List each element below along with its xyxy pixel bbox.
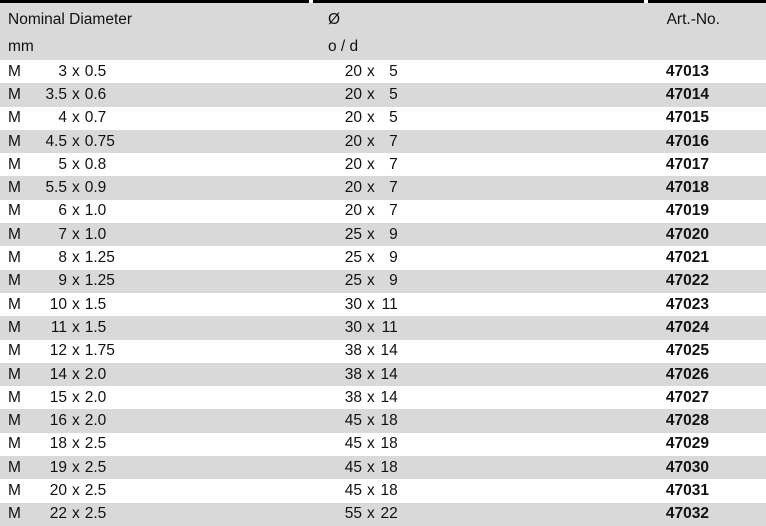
x-separator: x bbox=[367, 109, 375, 127]
thread-prefix: M bbox=[8, 481, 21, 499]
dimensions-cell bbox=[310, 505, 646, 523]
thread-size: 18 bbox=[49, 435, 67, 453]
x-separator: x bbox=[367, 435, 375, 453]
outer-diameter: 55 bbox=[344, 505, 362, 523]
thread-prefix: M bbox=[8, 249, 21, 267]
table-row bbox=[0, 270, 766, 293]
table-row bbox=[0, 176, 766, 199]
thread-prefix: M bbox=[8, 202, 21, 220]
nominal-diameter-cell bbox=[0, 435, 310, 453]
dimensions-cell bbox=[310, 109, 646, 127]
thread-size: 12 bbox=[49, 342, 67, 360]
thread-prefix: M bbox=[8, 435, 21, 453]
x-separator: x bbox=[72, 62, 80, 80]
header-nominal-diameter: Nominal Diameter bbox=[8, 11, 133, 28]
x-separator: x bbox=[72, 249, 80, 267]
table-row bbox=[0, 107, 766, 130]
thread-prefix: M bbox=[8, 225, 21, 243]
art-no-cell: 47027 bbox=[665, 388, 709, 406]
thread-prefix: M bbox=[8, 458, 21, 476]
x-separator: x bbox=[72, 412, 80, 430]
thread-pitch: 0.9 bbox=[84, 179, 107, 197]
nominal-diameter-cell bbox=[0, 505, 310, 523]
top-border-segment bbox=[0, 0, 309, 3]
x-separator: x bbox=[367, 132, 375, 150]
dimensions-cell bbox=[310, 296, 646, 314]
inner-diameter: 5 bbox=[389, 109, 398, 127]
inner-diameter: 14 bbox=[380, 342, 398, 360]
art-no-cell: 47031 bbox=[665, 481, 709, 499]
x-separator: x bbox=[367, 202, 375, 220]
nominal-diameter-cell bbox=[0, 179, 310, 197]
thread-prefix: M bbox=[8, 155, 21, 173]
table-row bbox=[0, 479, 766, 502]
nominal-diameter-cell bbox=[0, 272, 310, 290]
art-no-cell: 47017 bbox=[665, 155, 709, 173]
thread-size: 15 bbox=[49, 388, 67, 406]
thread-prefix: M bbox=[8, 505, 21, 523]
header-unit-mm: mm bbox=[8, 37, 34, 55]
nominal-diameter-cell bbox=[0, 412, 310, 430]
thread-prefix: M bbox=[8, 412, 21, 430]
inner-diameter: 5 bbox=[389, 62, 398, 80]
nominal-diameter-cell bbox=[0, 226, 310, 244]
x-separator: x bbox=[367, 388, 375, 406]
x-separator: x bbox=[72, 295, 80, 313]
nominal-diameter-cell bbox=[0, 482, 310, 500]
art-no-cell: 47028 bbox=[665, 412, 709, 430]
table-header bbox=[0, 3, 766, 60]
thread-size: 3 bbox=[58, 62, 67, 80]
table-row bbox=[0, 433, 766, 456]
thread-pitch: 1.0 bbox=[84, 202, 107, 220]
thread-pitch: 2.0 bbox=[84, 388, 107, 406]
x-separator: x bbox=[72, 272, 80, 290]
thread-pitch: 1.25 bbox=[84, 249, 115, 267]
thread-size: 9 bbox=[58, 272, 67, 290]
thread-prefix: M bbox=[8, 132, 21, 150]
thread-size: 10 bbox=[49, 295, 67, 313]
dimensions-cell bbox=[310, 342, 646, 360]
dimensions-cell bbox=[310, 272, 646, 290]
art-no-cell: 47013 bbox=[665, 62, 709, 80]
thread-pitch: 0.8 bbox=[84, 155, 107, 173]
nominal-diameter-cell bbox=[0, 63, 310, 81]
x-separator: x bbox=[72, 85, 80, 103]
x-separator: x bbox=[367, 481, 375, 499]
thread-size: 4.5 bbox=[45, 132, 67, 150]
thread-pitch: 2.5 bbox=[84, 458, 107, 476]
dimensions-cell bbox=[310, 202, 646, 220]
table-row bbox=[0, 363, 766, 386]
outer-diameter: 30 bbox=[344, 318, 362, 336]
thread-size: 3.5 bbox=[45, 85, 67, 103]
nominal-diameter-cell bbox=[0, 133, 310, 151]
x-separator: x bbox=[367, 295, 375, 313]
dimensions-cell bbox=[310, 435, 646, 453]
thread-pitch: 2.5 bbox=[84, 481, 107, 499]
x-separator: x bbox=[367, 342, 375, 360]
art-no-cell: 47030 bbox=[665, 458, 709, 476]
outer-diameter: 20 bbox=[344, 202, 362, 220]
x-separator: x bbox=[367, 318, 375, 336]
nominal-diameter-cell bbox=[0, 86, 310, 104]
dimensions-cell bbox=[310, 156, 646, 174]
thread-size: 6 bbox=[58, 202, 67, 220]
table-row bbox=[0, 223, 766, 246]
outer-diameter: 45 bbox=[344, 458, 362, 476]
thread-size: 20 bbox=[49, 481, 67, 499]
art-no-cell: 47019 bbox=[665, 202, 709, 220]
x-separator: x bbox=[72, 155, 80, 173]
x-separator: x bbox=[72, 225, 80, 243]
inner-diameter: 9 bbox=[389, 249, 398, 267]
top-border-segment bbox=[648, 0, 766, 3]
nominal-diameter-cell bbox=[0, 366, 310, 384]
inner-diameter: 18 bbox=[380, 481, 398, 499]
table-row bbox=[0, 200, 766, 223]
thread-size: 7 bbox=[58, 225, 67, 243]
x-separator: x bbox=[72, 109, 80, 127]
outer-diameter: 20 bbox=[344, 155, 362, 173]
art-no-cell: 47032 bbox=[665, 505, 709, 523]
inner-diameter: 11 bbox=[381, 318, 398, 336]
x-separator: x bbox=[367, 249, 375, 267]
table-row bbox=[0, 340, 766, 363]
inner-diameter: 9 bbox=[389, 225, 398, 243]
thread-prefix: M bbox=[8, 342, 21, 360]
inner-diameter: 7 bbox=[389, 202, 398, 220]
inner-diameter: 18 bbox=[380, 435, 398, 453]
table-row bbox=[0, 316, 766, 339]
thread-size: 5.5 bbox=[45, 179, 67, 197]
thread-pitch: 0.75 bbox=[84, 132, 115, 150]
inner-diameter: 18 bbox=[380, 412, 398, 430]
art-no-cell: 47025 bbox=[665, 342, 709, 360]
thread-size: 11 bbox=[50, 318, 67, 336]
nominal-diameter-cell bbox=[0, 249, 310, 267]
dimensions-cell bbox=[310, 389, 646, 407]
dimensions-cell bbox=[310, 249, 646, 267]
thread-pitch: 1.5 bbox=[84, 318, 107, 336]
thread-prefix: M bbox=[8, 295, 21, 313]
thread-prefix: M bbox=[8, 62, 21, 80]
art-no-cell: 47029 bbox=[665, 435, 709, 453]
thread-size: 16 bbox=[49, 412, 67, 430]
inner-diameter: 18 bbox=[380, 458, 398, 476]
thread-prefix: M bbox=[8, 109, 21, 127]
dimensions-cell bbox=[310, 226, 646, 244]
thread-prefix: M bbox=[8, 272, 21, 290]
header-title-line bbox=[0, 3, 766, 33]
outer-diameter: 30 bbox=[344, 295, 362, 313]
thread-size: 19 bbox=[49, 458, 67, 476]
thread-pitch: 0.7 bbox=[84, 109, 107, 127]
x-separator: x bbox=[72, 435, 80, 453]
dimensions-cell bbox=[310, 459, 646, 477]
nominal-diameter-cell bbox=[0, 459, 310, 477]
nominal-diameter-cell bbox=[0, 156, 310, 174]
table-row bbox=[0, 503, 766, 526]
x-separator: x bbox=[72, 458, 80, 476]
thread-size: 8 bbox=[58, 249, 67, 267]
inner-diameter: 22 bbox=[380, 505, 398, 523]
thread-pitch: 1.75 bbox=[84, 342, 115, 360]
thread-pitch: 1.0 bbox=[84, 225, 107, 243]
nominal-diameter-cell bbox=[0, 389, 310, 407]
dimensions-cell bbox=[310, 366, 646, 384]
x-separator: x bbox=[72, 202, 80, 220]
outer-diameter: 45 bbox=[344, 435, 362, 453]
art-no-cell: 47014 bbox=[665, 85, 709, 103]
x-separator: x bbox=[367, 412, 375, 430]
thread-pitch: 2.0 bbox=[84, 412, 107, 430]
thread-prefix: M bbox=[8, 388, 21, 406]
nominal-diameter-cell bbox=[0, 202, 310, 220]
header-art-no: Art.-No. bbox=[666, 11, 720, 28]
thread-pitch: 0.5 bbox=[84, 62, 107, 80]
x-separator: x bbox=[72, 388, 80, 406]
outer-diameter: 25 bbox=[344, 249, 362, 267]
thread-pitch: 1.25 bbox=[84, 272, 115, 290]
art-no-cell: 47021 bbox=[665, 249, 709, 267]
dimensions-cell bbox=[310, 133, 646, 151]
inner-diameter: 7 bbox=[389, 155, 398, 173]
art-no-cell: 47016 bbox=[665, 132, 709, 150]
x-separator: x bbox=[72, 505, 80, 523]
top-border-segment bbox=[313, 0, 644, 3]
outer-diameter: 38 bbox=[344, 342, 362, 360]
inner-diameter: 14 bbox=[380, 388, 398, 406]
art-no-cell: 47022 bbox=[665, 272, 709, 290]
dimensions-cell bbox=[310, 319, 646, 337]
table-row bbox=[0, 456, 766, 479]
x-separator: x bbox=[72, 365, 80, 383]
nominal-diameter-cell bbox=[0, 342, 310, 360]
inner-diameter: 7 bbox=[389, 179, 398, 197]
table-row bbox=[0, 153, 766, 176]
thread-size: 5 bbox=[58, 155, 67, 173]
thread-prefix: M bbox=[8, 365, 21, 383]
table-row bbox=[0, 386, 766, 409]
nominal-diameter-cell bbox=[0, 319, 310, 337]
table-row bbox=[0, 293, 766, 316]
outer-diameter: 20 bbox=[344, 132, 362, 150]
outer-diameter: 20 bbox=[344, 179, 362, 197]
dimensions-cell bbox=[310, 86, 646, 104]
inner-diameter: 5 bbox=[389, 85, 398, 103]
dimensions-cell bbox=[310, 63, 646, 81]
header-diameter-symbol: Ø bbox=[328, 11, 341, 28]
x-separator: x bbox=[72, 132, 80, 150]
art-no-cell: 47023 bbox=[665, 295, 709, 313]
x-separator: x bbox=[367, 365, 375, 383]
thread-size: 14 bbox=[49, 365, 67, 383]
outer-diameter: 20 bbox=[344, 62, 362, 80]
thread-size: 22 bbox=[49, 505, 67, 523]
thread-prefix: M bbox=[8, 318, 21, 336]
art-no-cell: 47018 bbox=[665, 179, 709, 197]
x-separator: x bbox=[367, 155, 375, 173]
header-od-label: o / d bbox=[328, 37, 359, 55]
dimensions-cell bbox=[310, 482, 646, 500]
table-row bbox=[0, 60, 766, 83]
outer-diameter: 25 bbox=[344, 225, 362, 243]
x-separator: x bbox=[367, 179, 375, 197]
thread-pitch: 1.5 bbox=[84, 295, 107, 313]
art-no-cell: 47024 bbox=[665, 318, 709, 336]
outer-diameter: 20 bbox=[344, 85, 362, 103]
thread-pitch: 2.5 bbox=[84, 505, 107, 523]
x-separator: x bbox=[72, 318, 80, 336]
table-row bbox=[0, 246, 766, 269]
inner-diameter: 9 bbox=[389, 272, 398, 290]
dimensions-cell bbox=[310, 412, 646, 430]
nominal-diameter-cell bbox=[0, 109, 310, 127]
outer-diameter: 38 bbox=[344, 388, 362, 406]
outer-diameter: 45 bbox=[344, 412, 362, 430]
x-separator: x bbox=[367, 62, 375, 80]
art-no-cell: 47026 bbox=[665, 365, 709, 383]
thread-prefix: M bbox=[8, 179, 21, 197]
table-top-border bbox=[0, 0, 766, 3]
dimensions-cell bbox=[310, 179, 646, 197]
art-no-cell: 47020 bbox=[665, 225, 709, 243]
header-unit-line bbox=[0, 33, 766, 60]
outer-diameter: 25 bbox=[344, 272, 362, 290]
outer-diameter: 20 bbox=[344, 109, 362, 127]
x-separator: x bbox=[72, 179, 80, 197]
outer-diameter: 38 bbox=[344, 365, 362, 383]
inner-diameter: 7 bbox=[389, 132, 398, 150]
table-row bbox=[0, 130, 766, 153]
table-body bbox=[0, 60, 766, 526]
x-separator: x bbox=[367, 225, 375, 243]
table-row bbox=[0, 409, 766, 432]
thread-pitch: 2.0 bbox=[84, 365, 107, 383]
nominal-diameter-cell bbox=[0, 296, 310, 314]
x-separator: x bbox=[367, 272, 375, 290]
x-separator: x bbox=[367, 85, 375, 103]
table-row bbox=[0, 83, 766, 106]
thread-size: 4 bbox=[58, 109, 67, 127]
x-separator: x bbox=[367, 458, 375, 476]
x-separator: x bbox=[72, 481, 80, 499]
thread-pitch: 2.5 bbox=[84, 435, 107, 453]
x-separator: x bbox=[367, 505, 375, 523]
art-no-cell: 47015 bbox=[665, 109, 709, 127]
inner-diameter: 11 bbox=[381, 295, 398, 313]
x-separator: x bbox=[72, 342, 80, 360]
inner-diameter: 14 bbox=[380, 365, 398, 383]
thread-prefix: M bbox=[8, 85, 21, 103]
thread-pitch: 0.6 bbox=[84, 85, 107, 103]
outer-diameter: 45 bbox=[344, 481, 362, 499]
